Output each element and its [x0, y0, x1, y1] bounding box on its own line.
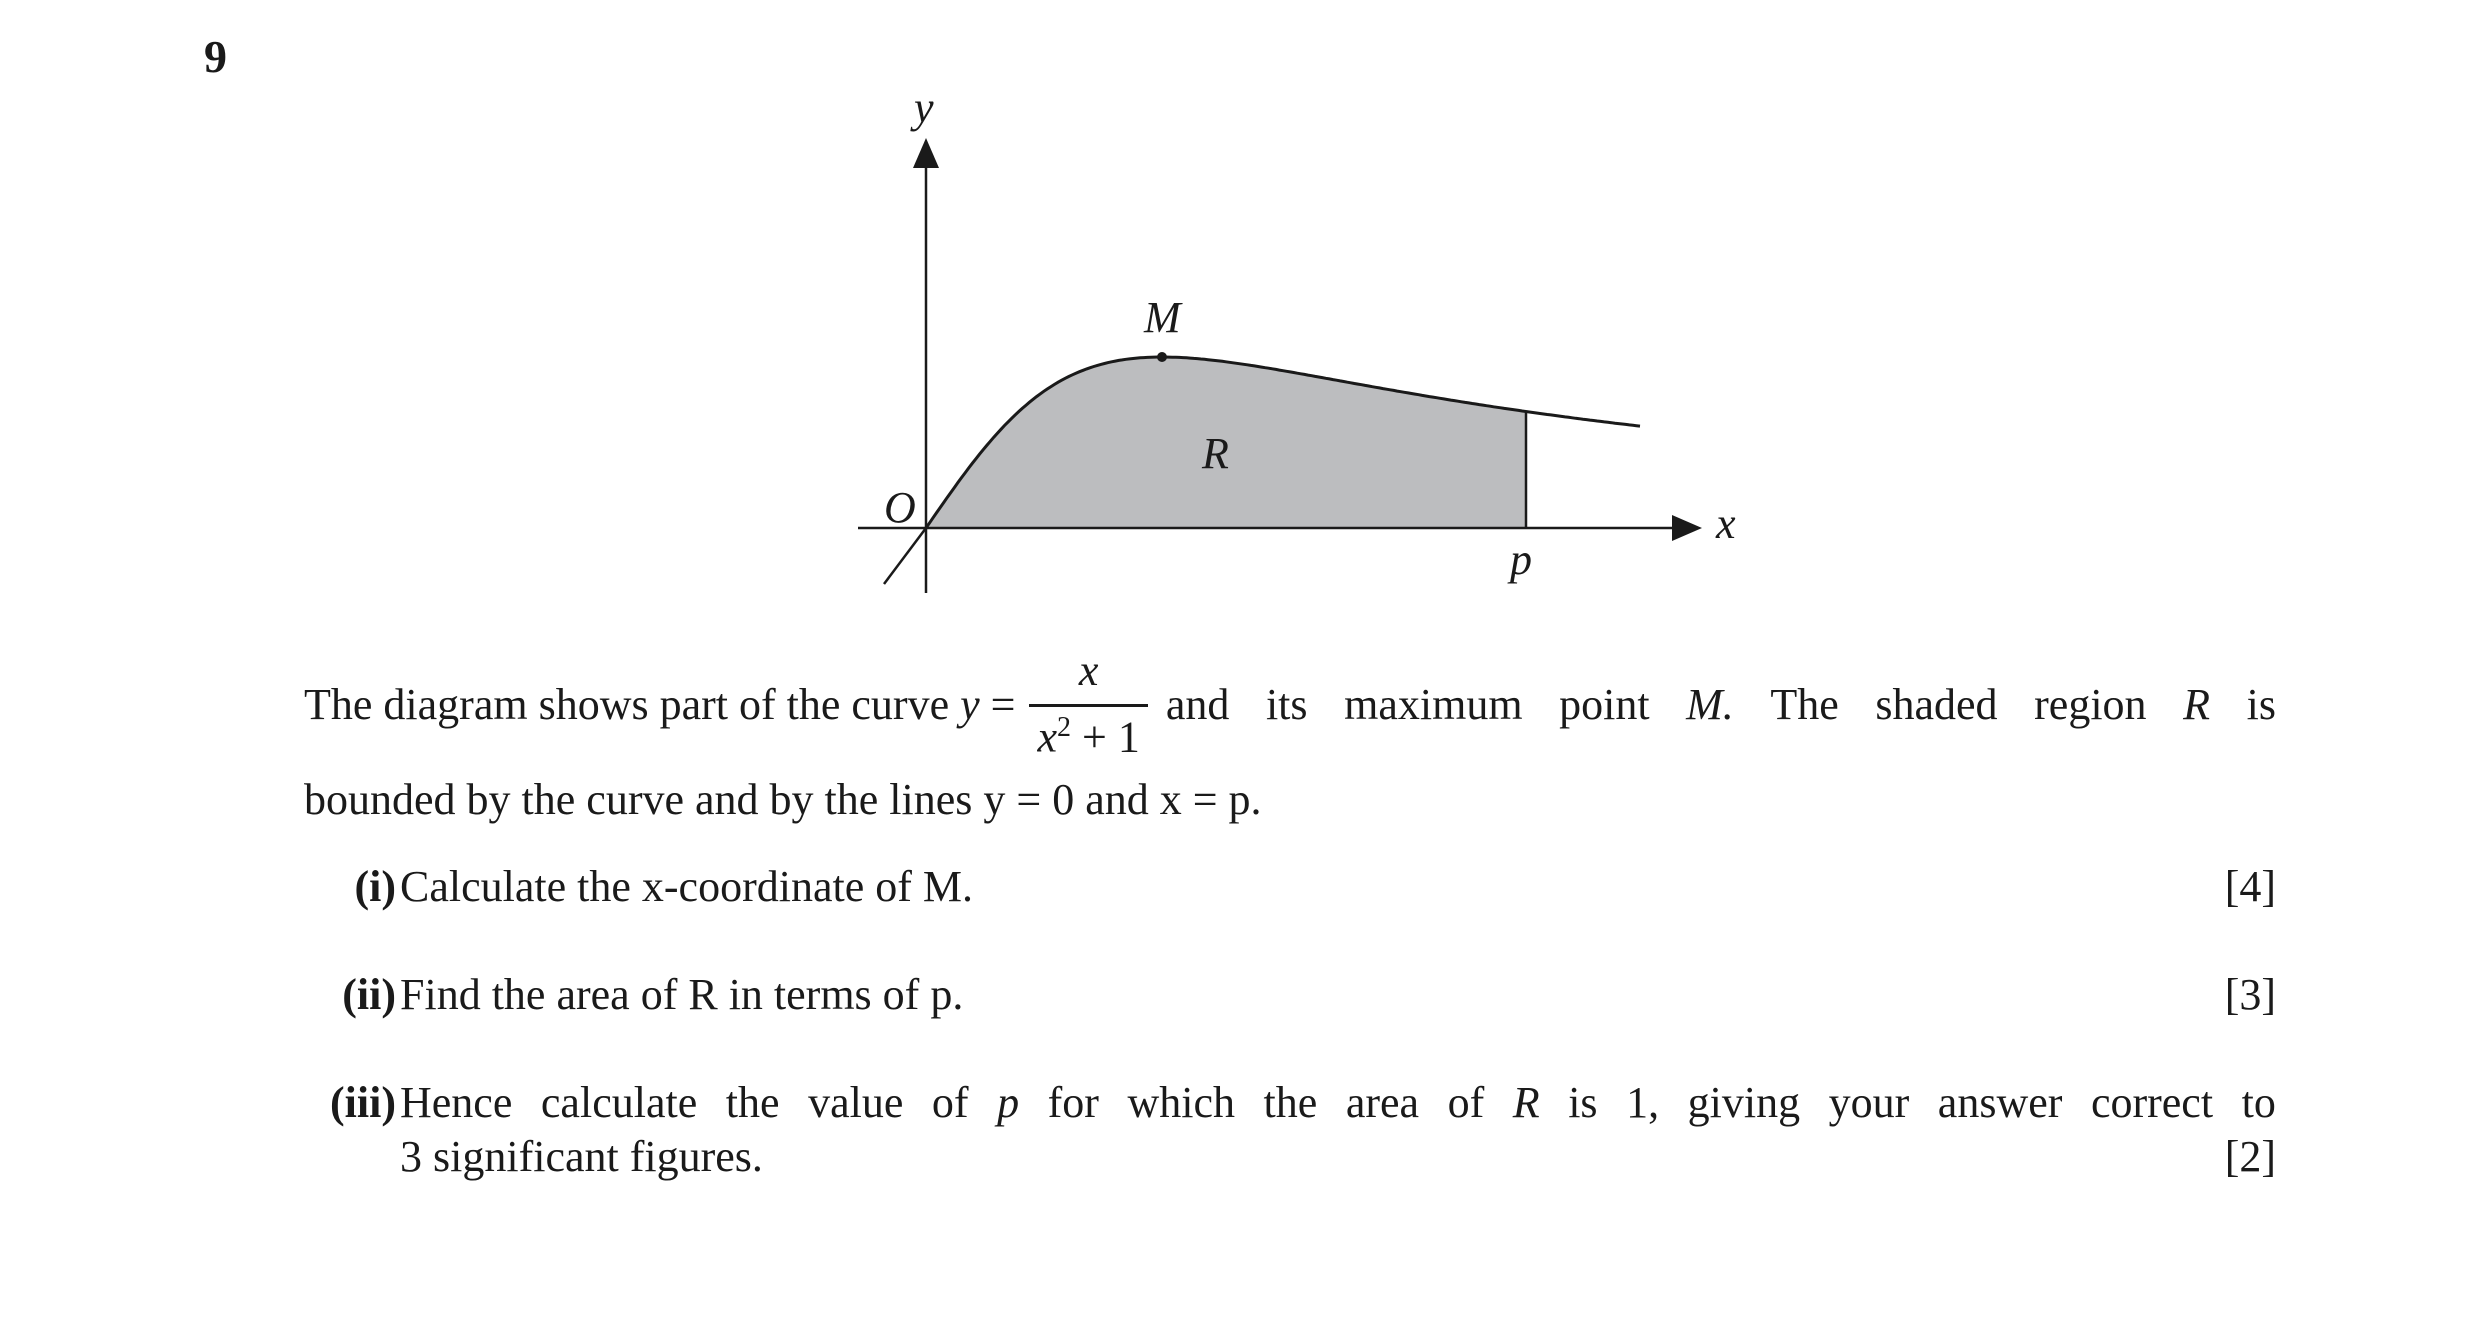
word: your [1828, 1078, 1910, 1127]
word: area [1345, 1078, 1420, 1127]
curve-diagram [0, 0, 2480, 640]
word: R [2183, 679, 2211, 729]
word: Hence [400, 1078, 513, 1127]
word: point [1559, 679, 1650, 729]
part-i-label: (i) [354, 862, 396, 911]
part-ii-text: Find the area of R in terms of p. [400, 970, 964, 1019]
y-axis-arrow-icon [913, 138, 939, 168]
question-intro [304, 640, 2276, 830]
max-point-m [1157, 352, 1167, 362]
x-axis-label: x [1716, 499, 1736, 548]
part-ii-marks: [3] [2224, 970, 2276, 1019]
word: its [1265, 679, 1308, 729]
curve-fraction [1029, 645, 1147, 764]
origin-label: O [884, 483, 916, 532]
equation-lhs: y [960, 679, 980, 729]
word: R [1512, 1078, 1540, 1127]
part-iii-label: (iii) [330, 1078, 396, 1127]
intro-start [304, 645, 1162, 764]
word: The [1770, 679, 1839, 729]
word: the [1263, 1078, 1318, 1127]
word: is [2246, 679, 2276, 729]
word: region [2034, 679, 2147, 729]
equation-equals: = [979, 679, 1016, 729]
word: of [931, 1078, 969, 1127]
word: 1, [1626, 1078, 1660, 1127]
word: of [1447, 1078, 1485, 1127]
curve-negative-continuation [884, 528, 926, 584]
y-axis-label: y [914, 83, 934, 132]
region-label: R [1202, 429, 1229, 478]
part-ii-label: (ii) [342, 970, 396, 1019]
p-label: p [1510, 535, 1532, 584]
word: giving [1687, 1078, 1801, 1127]
intro-after-equation [1166, 679, 2276, 732]
part-i-marks: [4] [2224, 862, 2276, 911]
word: answer [1937, 1078, 2063, 1127]
word: p [997, 1078, 1020, 1127]
max-point-label: M [1144, 293, 1181, 342]
intro-line-1 [304, 640, 2276, 770]
word: correct [2090, 1078, 2214, 1127]
fraction-denominator: $x^2 + 1$ [1029, 704, 1147, 764]
word: is [1568, 1078, 1598, 1127]
word: and [1165, 679, 1230, 729]
word: for [1047, 1078, 1099, 1127]
question-number: 9 [204, 31, 227, 82]
word: the [725, 1078, 780, 1127]
part-iii-text-line-2: 3 significant figures. [400, 1132, 763, 1181]
x-axis-arrow-icon [1672, 515, 1702, 541]
part-iii-marks: [2] [2224, 1132, 2276, 1181]
word: maximum [1344, 679, 1523, 729]
word: which [1127, 1078, 1235, 1127]
word: shaded [1875, 679, 1998, 729]
intro-before-equation: The diagram shows part of the curve [304, 679, 961, 729]
word: M. [1686, 679, 1734, 729]
word: to [2241, 1078, 2276, 1127]
intro-line-2: bounded by the curve and by the lines y = 0 and x = p. [304, 775, 1262, 824]
word: calculate [540, 1078, 698, 1127]
part-i-text: Calculate the x-coordinate of M. [400, 862, 974, 911]
part-iii-text-line-1 [400, 1076, 2276, 1130]
word: value [808, 1078, 904, 1127]
fraction-numerator: x [1078, 646, 1099, 696]
